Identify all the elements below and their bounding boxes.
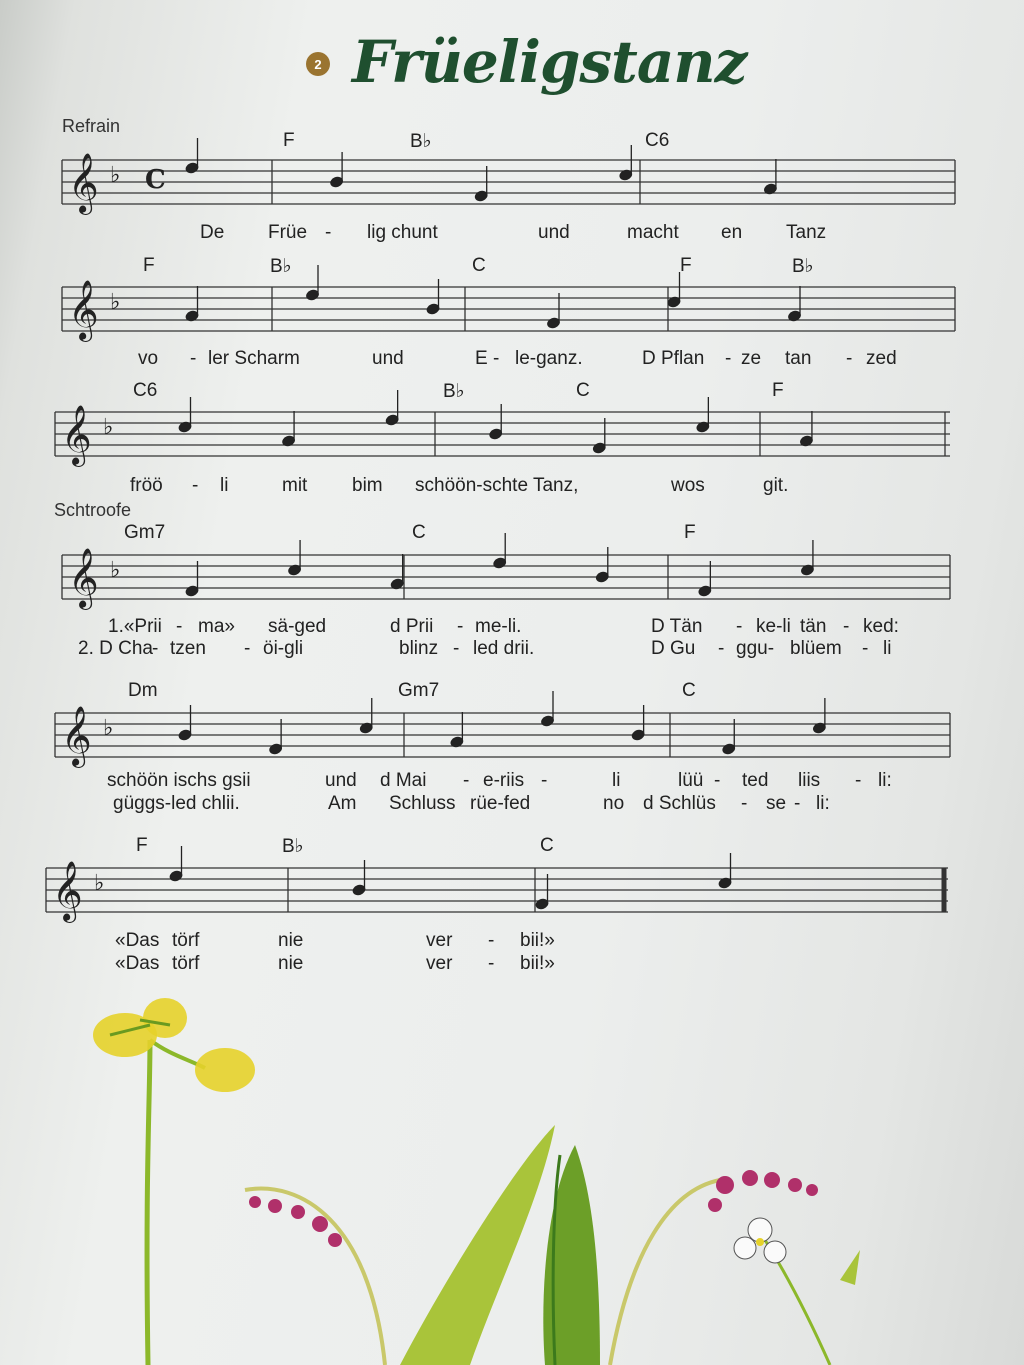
chord-label: F [143,255,155,276]
lyric-syllable: ted [742,770,769,791]
lyric-syllable: mit [282,475,308,496]
chord-label: C [472,255,486,276]
lyric-syllable: blinz [399,638,439,659]
lyric-syllable: - [718,638,725,659]
lyric-syllable: tän [800,616,827,637]
chord-label: B♭ [282,836,304,857]
chord-label: F [684,522,696,543]
lyric-syllable: ked: [863,616,899,637]
flat-key-signature-icon: ♭ [94,871,105,896]
bleeding-heart-drawing-right [610,1170,818,1365]
lyric-syllable: Schluss [389,793,456,814]
lyric-syllable: bii!» [520,953,555,974]
lyric-syllable: li [883,638,892,659]
flat-key-signature-icon: ♭ [103,415,114,440]
lyric-syllable: li: [816,793,830,814]
lyric-syllable: 2. D Cha [78,638,153,659]
lyric-syllable: - [453,638,460,659]
bleeding-heart-drawing-left [245,1189,385,1365]
chord-label: C [412,522,426,543]
lyric-syllable: li [220,475,229,496]
lyric-syllable: güggs-led chlii. [113,793,240,814]
chord-label: Gm7 [124,522,166,543]
lyric-syllable: - [843,616,850,637]
lyric-syllable: - [855,770,862,791]
lyric-syllable: zed [866,348,897,369]
lyric-syllable: und [538,222,570,243]
lyric-syllable: - [493,348,500,369]
chord-label: C6 [645,130,670,151]
treble-clef-icon: 𝄞 [52,861,83,921]
lyric-syllable: - [457,616,464,637]
lyric-syllable: fröö [130,475,163,496]
lyric-syllable: D Pflan [642,348,705,369]
chord-label: F [772,380,784,401]
refrain-label: Refrain [62,116,121,136]
lyric-syllable: nie [278,930,304,951]
lyric-syllable: - [192,475,199,496]
flat-key-signature-icon: ♭ [110,163,121,188]
chord-label: Dm [128,680,158,701]
lyric-syllable: li: [878,770,892,791]
lyric-syllable: ver [426,930,453,951]
lyric-syllable: D Gu [651,638,696,659]
lyric-syllable: liis [798,770,821,791]
lyric-syllable: blüem [790,638,842,659]
spring-flowers-illustration [0,980,1024,1365]
lyric-syllable: d Schlüs [643,793,716,814]
lyric-syllable: törf [172,930,200,951]
lyric-syllable: ver [426,953,453,974]
lyric-syllable: De [200,222,225,243]
lyric-syllable: tzen [170,638,206,659]
lyric-syllable: ler Scharm [208,348,300,369]
lyric-syllable: vo [138,348,159,369]
lyric-syllable: - [488,930,495,951]
lyric-syllable: - [190,348,197,369]
chord-label: B♭ [410,131,432,152]
chord-label: C [576,380,590,401]
lyric-syllable: öi-gli [263,638,304,659]
lyric-syllable: ze [741,348,762,369]
yellow-flower-drawing [93,998,255,1365]
chord-label: B♭ [443,381,465,402]
flat-key-signature-icon: ♭ [110,290,121,315]
chord-label: B♭ [270,256,292,277]
lyric-syllable: bii!» [520,930,555,951]
lyric-syllable: «Das [115,953,160,974]
flat-key-signature-icon: ♭ [103,716,114,741]
white-flower-drawing [734,1218,860,1365]
song-title: Früeligstanz [352,28,747,96]
lyric-syllable: - [463,770,470,791]
lyric-syllable: d Mai [380,770,427,791]
chord-label: F [680,255,692,276]
lyric-syllable: me-li. [475,616,522,637]
lyric-syllable: schöön-schte Tanz, [415,475,579,496]
green-leaves-drawing [400,1125,600,1365]
lyric-syllable: led drii. [473,638,535,659]
lyric-syllable: und [325,770,357,791]
lyric-syllable: se [766,793,787,814]
lyric-syllable: und [372,348,404,369]
lyric-syllable: ma» [198,616,235,637]
treble-clef-icon: 𝄞 [61,405,92,465]
flat-key-signature-icon: ♭ [110,558,121,583]
lyric-syllable: «Das [115,930,160,951]
lyric-syllable: - [176,616,183,637]
lyric-syllable: Früe [268,222,308,243]
lyric-syllable: - [152,638,159,659]
lyric-syllable: le-ganz. [515,348,583,369]
lyric-syllable: no [603,793,625,814]
lyric-syllable: rüe-fed [470,793,531,814]
lyric-syllable: - [741,793,748,814]
treble-clef-icon: 𝄞 [68,548,99,608]
lyric-syllable: Am [328,793,357,814]
chord-label: F [136,835,148,856]
lyric-syllable: D Tän [651,616,703,637]
lyric-syllable: sä-ged [268,616,327,637]
chord-label: B♭ [792,256,814,277]
lyric-syllable: en [721,222,743,243]
chord-label: Gm7 [398,680,440,701]
lyric-syllable: ggu- [736,638,775,659]
lyric-syllable: Tanz [786,222,827,243]
lyric-syllable: nie [278,953,304,974]
lyric-syllable: li [612,770,621,791]
lyric-syllable: - [794,793,801,814]
strophe-label: Schtroofe [54,500,132,520]
lyric-syllable: schöön ischs gsii [107,770,251,791]
lyric-syllable: ke-li [756,616,791,637]
lyric-syllable: - [725,348,732,369]
lyric-syllable: lig chunt [367,222,438,243]
chord-label: C6 [133,380,158,401]
treble-clef-icon: 𝄞 [68,153,99,213]
lyric-syllable: - [736,616,743,637]
lyric-syllable: tan [785,348,812,369]
chord-label: F [283,130,295,151]
treble-clef-icon: 𝄞 [68,280,99,340]
chord-label: C [682,680,696,701]
lyric-syllable: E [475,348,488,369]
lyric-syllable: 1.«Prii [108,616,162,637]
lyric-syllable: git. [763,475,789,496]
lyric-syllable: - [488,953,495,974]
lyric-syllable: wos [671,475,705,496]
lyric-syllable: - [862,638,869,659]
lyric-syllable: - [541,770,548,791]
song-number-badge: 2 [306,52,330,76]
lyric-syllable: törf [172,953,200,974]
lyric-syllable: d Prii [390,616,434,637]
lyric-syllable: - [846,348,853,369]
chord-label: C [540,835,554,856]
lyric-syllable: - [714,770,721,791]
treble-clef-icon: 𝄞 [61,706,92,766]
common-time-icon: C [145,165,166,195]
lyric-syllable: e-riis [483,770,525,791]
lyric-syllable: bim [352,475,383,496]
lyric-syllable: lüü [678,770,704,791]
lyric-syllable: macht [627,222,679,243]
lyric-syllable: - [244,638,251,659]
lyric-syllable: - [325,222,332,243]
